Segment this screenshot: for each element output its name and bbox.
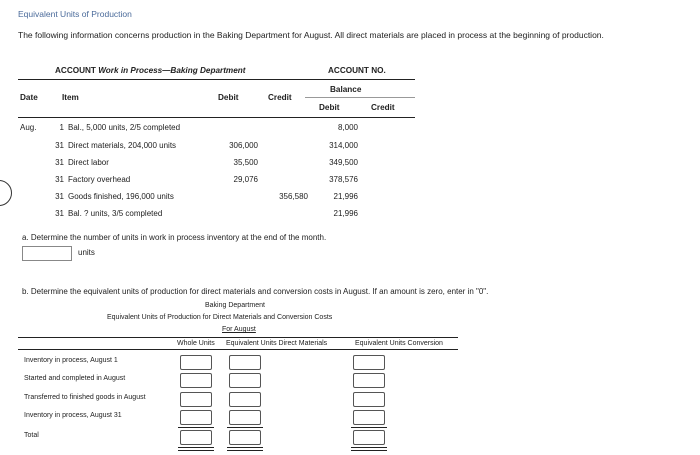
total-rule — [227, 447, 263, 448]
ledger-row-day: 31 — [55, 209, 64, 218]
whole-units-input[interactable] — [180, 430, 212, 445]
eu-direct-materials-input[interactable] — [229, 355, 261, 370]
table-title-department: Baking Department — [205, 302, 265, 309]
whole-units-input[interactable] — [180, 392, 212, 407]
eu-direct-materials-input[interactable] — [229, 410, 261, 425]
ledger-account-title: ACCOUNT Work in Process—Baking Department — [55, 66, 246, 75]
col-debit: Debit — [218, 93, 239, 102]
total-rule — [227, 450, 263, 451]
col-whole-units: Whole Units — [177, 340, 215, 347]
total-rule — [178, 450, 214, 451]
ledger-row-balance-debit: 349,500 — [329, 158, 358, 167]
total-rule — [351, 450, 387, 451]
eu-table-header-rule — [18, 349, 458, 350]
ledger-row-day: 31 — [55, 141, 64, 150]
eu-row-label: Transferred to finished goods in August — [24, 394, 146, 401]
page-title: Equivalent Units of Production — [18, 9, 132, 19]
eu-conversion-input[interactable] — [353, 430, 385, 445]
part-a-units-input[interactable] — [22, 246, 72, 261]
eu-direct-materials-input[interactable] — [229, 373, 261, 388]
part-a-units-label: units — [78, 248, 95, 257]
eu-row-label: Started and completed in August — [24, 375, 126, 382]
eu-row-label: Inventory in process, August 31 — [24, 412, 122, 419]
ledger-row-item: Bal. ? units, 3/5 completed — [68, 209, 163, 218]
col-item: Item — [62, 93, 79, 102]
part-b-question: b. Determine the equivalent units of production for direct materials and conversion costs in August. If an amount is zero, enter in "0". — [22, 287, 489, 296]
ledger-balance-label: Balance — [330, 85, 362, 94]
ledger-row-item: Factory overhead — [68, 175, 131, 184]
total-rule — [178, 427, 214, 428]
table-title-description: Equivalent Units of Production for Direct Materials and Conversion Costs — [107, 314, 333, 321]
ledger-row-day: 31 — [55, 192, 64, 201]
part-a-question: a. Determine the number of units in work in process inventory at the end of the month. — [22, 233, 327, 242]
col-eu-direct-materials: Equivalent Units Direct Materials — [226, 340, 328, 347]
ledger-row-balance-debit: 378,576 — [329, 175, 358, 184]
col-balance-debit: Debit — [319, 103, 340, 112]
ledger-row-debit: 29,076 — [233, 175, 258, 184]
eu-row-label: Total — [24, 432, 39, 439]
ledger-row-item: Bal., 5,000 units, 2/5 completed — [68, 123, 181, 132]
ledger-row-item: Direct labor — [68, 158, 109, 167]
col-credit: Credit — [268, 93, 292, 102]
ledger-header-rule — [18, 117, 415, 118]
ledger-row-balance-debit: 8,000 — [337, 123, 358, 132]
problem-intro: The following information concerns production in the Baking Department for August. All direct materials are placed in process at the beginning of production. — [18, 30, 604, 40]
ledger-row-debit: 35,500 — [233, 158, 258, 167]
ledger-account-no: ACCOUNT NO. — [328, 66, 386, 75]
col-eu-conversion: Equivalent Units Conversion — [355, 340, 443, 347]
ledger-row-day: 31 — [55, 175, 64, 184]
ledger-row-credit: 356,580 — [279, 192, 308, 201]
ledger-row-balance-debit: 21,996 — [333, 209, 358, 218]
eu-conversion-input[interactable] — [353, 373, 385, 388]
total-rule — [351, 427, 387, 428]
total-rule — [227, 427, 263, 428]
eu-direct-materials-input[interactable] — [229, 430, 261, 445]
total-rule — [178, 447, 214, 448]
ledger-row-item: Direct materials, 204,000 units — [68, 141, 177, 150]
ledger-row-item: Goods finished, 196,000 units — [68, 192, 174, 201]
ledger-row-debit: 306,000 — [229, 141, 258, 150]
col-balance-credit: Credit — [371, 103, 395, 112]
ledger-top-rule — [18, 79, 415, 80]
table-title-period: For August — [222, 326, 256, 333]
scroll-marker-icon — [0, 180, 12, 206]
eu-conversion-input[interactable] — [353, 392, 385, 407]
ledger-month: Aug. — [20, 123, 37, 132]
whole-units-input[interactable] — [180, 410, 212, 425]
eu-row-label: Inventory in process, August 1 — [24, 357, 118, 364]
balance-rule — [305, 97, 415, 98]
total-rule — [351, 447, 387, 448]
ledger-row-balance-debit: 21,996 — [333, 192, 358, 201]
eu-direct-materials-input[interactable] — [229, 392, 261, 407]
ledger-row-day: 31 — [55, 158, 64, 167]
ledger-row-day: 1 — [59, 123, 64, 132]
col-date: Date — [20, 93, 38, 102]
eu-table-top-rule — [18, 337, 458, 338]
whole-units-input[interactable] — [180, 373, 212, 388]
eu-conversion-input[interactable] — [353, 410, 385, 425]
eu-conversion-input[interactable] — [353, 355, 385, 370]
ledger-row-balance-debit: 314,000 — [329, 141, 358, 150]
whole-units-input[interactable] — [180, 355, 212, 370]
